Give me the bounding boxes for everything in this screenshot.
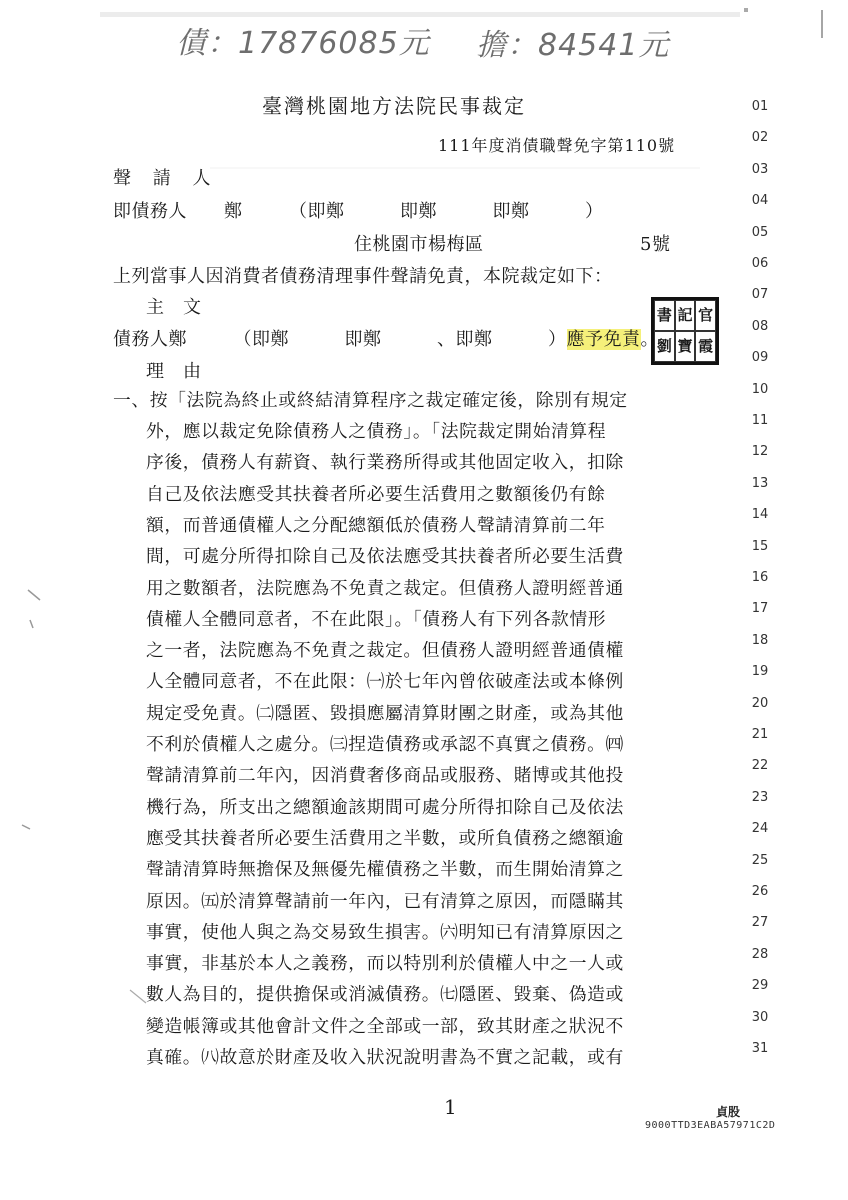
line-number: 29 [751,978,769,994]
body-line: 用之數額者，法院應為不免責之裁定。但債務人證明經普通 [146,577,624,599]
page-number: 1 [444,1095,457,1119]
body-line: 不利於債權人之處分。㈢捏造債務或承認不真實之債務。㈣ [146,734,624,755]
line-number: 08 [751,318,769,334]
stamp-char: 書 [654,300,675,331]
line-number: 24 [751,821,769,837]
body-line: 真確。㈧故意於財產及收入狀況說明書為不實之記載，或有 [146,1047,624,1068]
body-line: 間，可處分所得扣除自己及依法應受其扶養者所必要生活費 [146,546,624,568]
line-number: 26 [751,884,769,899]
division-label: 貞股 [716,1105,741,1119]
body-line: 規定受免責。㈡隱匿、毀損應屬清算財團之財產，或為其他 [146,702,624,724]
line-number: 07 [751,287,769,303]
body-line: 原因。㈤於清算聲請前一年內，已有清算之原因，而隱瞞其 [146,890,624,912]
line-number: 12 [751,444,769,460]
body-line: 外，應以裁定免除債務人之債務」。「法院裁定開始清算程 [146,421,607,442]
body-line: 序後，債務人有薪資、執行業務所得或其他固定收入，扣除 [146,452,624,474]
body-line: 變造帳簿或其他會計文件之全部或一部，致其財產之狀況不 [146,1015,624,1037]
line-number: 23 [751,789,769,805]
clerk-seal-stamp [651,297,719,365]
debtor-line: 即債務人 鄭 （即鄭 即鄭 即鄭 ） [113,201,604,222]
ruling-end: 。 [640,329,659,350]
line-number: 19 [751,664,769,680]
line-number: 21 [751,727,769,742]
line-number: 18 [751,632,769,648]
line-number: 25 [751,852,769,868]
line-number: 22 [751,758,769,774]
line-number: 17 [751,601,769,617]
line-number: 11 [751,413,769,428]
body-line: 額，而普通債權人之分配總額低於債務人聲請清算前二年 [146,514,606,536]
line-number: 05 [751,224,769,240]
line-number: 14 [751,507,769,523]
line-number: 13 [751,475,769,491]
case-number: 111年度消債職聲免字第110號 [438,136,676,155]
body-line: 人全體同意者，不在此限：㈠於七年內曾依破產法或本條例 [146,671,624,693]
line-number: 04 [751,193,769,209]
ruling-highlight: 應予免責 [566,329,641,350]
stamp-char: 官 [695,300,716,331]
stamp-char: 記 [675,300,696,331]
line-number: 01 [751,99,769,114]
stamp-char: 寶 [675,331,696,362]
line-number: 27 [751,915,769,931]
body-line: 機行為，所支出之總額逾該期間可處分所得扣除自己及依法 [146,796,624,818]
body-line: 應受其扶養者所必要生活費用之半數，或所負債務之總額逾 [146,827,624,849]
body-line: 聲請清算前二年內，因消費奢侈商品或服務、賭博或其他投 [146,765,624,787]
body-line: 之一者，法院應為不免責之裁定。但債務人證明經普通債權 [146,640,624,662]
line-number: 30 [751,1009,769,1025]
line-number: 31 [751,1041,769,1056]
line-number: 28 [751,946,769,962]
line-number: 16 [751,570,769,585]
applicant-label: 聲 請 人 [113,168,219,189]
ruling-line [113,325,659,351]
body-line: 聲請清算時無擔保及無優先權債務之半數，而生開始清算之 [146,859,624,881]
reason-heading: 理 由 [146,361,202,382]
body-first-line: 一、按「法院為終止或終結清算程序之裁定確定後，除別有規定 [113,390,628,411]
stamp-char: 霞 [695,331,716,362]
line-number: 06 [751,256,769,271]
handwritten-secured-note: 擔：84541元 [476,28,670,63]
document-code: 9000TTD3EABA57971C2D [645,1120,776,1131]
handwritten-debt-note: 債：17876085元 [176,26,430,61]
line-number: 15 [751,538,769,554]
ruling-prefix: 債務人鄭 （即鄭 即鄭 、即鄭 ） [113,329,567,350]
body-line: 數人為目的，提供擔保或消滅債務。㈦隱匿、毀棄、偽造或 [146,984,624,1006]
line-number: 10 [751,381,769,397]
address-prefix: 住桃園市楊梅區 [354,234,484,255]
body-line: 事實，使他人與之為交易致生損害。㈥明知已有清算原因之 [146,921,624,943]
line-number: 02 [751,130,769,146]
body-line: 自己及依法應受其扶養者所必要生活費用之數額後仍有餘 [146,483,606,505]
body-line: 債權人全體同意者，不在此限」。「債務人有下列各款情形 [146,608,607,630]
stamp-char: 劉 [654,331,675,362]
main-heading: 主 文 [146,297,202,318]
body-line: 事實，非基於本人之義務，而以特別利於債權人中之一人或 [146,953,624,975]
preamble: 上列當事人因消費者債務清理事件聲請免責，本院裁定如下： [113,266,613,287]
line-number: 20 [751,695,769,711]
line-number: 09 [751,350,769,366]
line-number: 03 [751,161,769,177]
address-suffix: 5號 [640,234,671,255]
court-title: 臺灣桃園地方法院民事裁定 [262,94,526,118]
